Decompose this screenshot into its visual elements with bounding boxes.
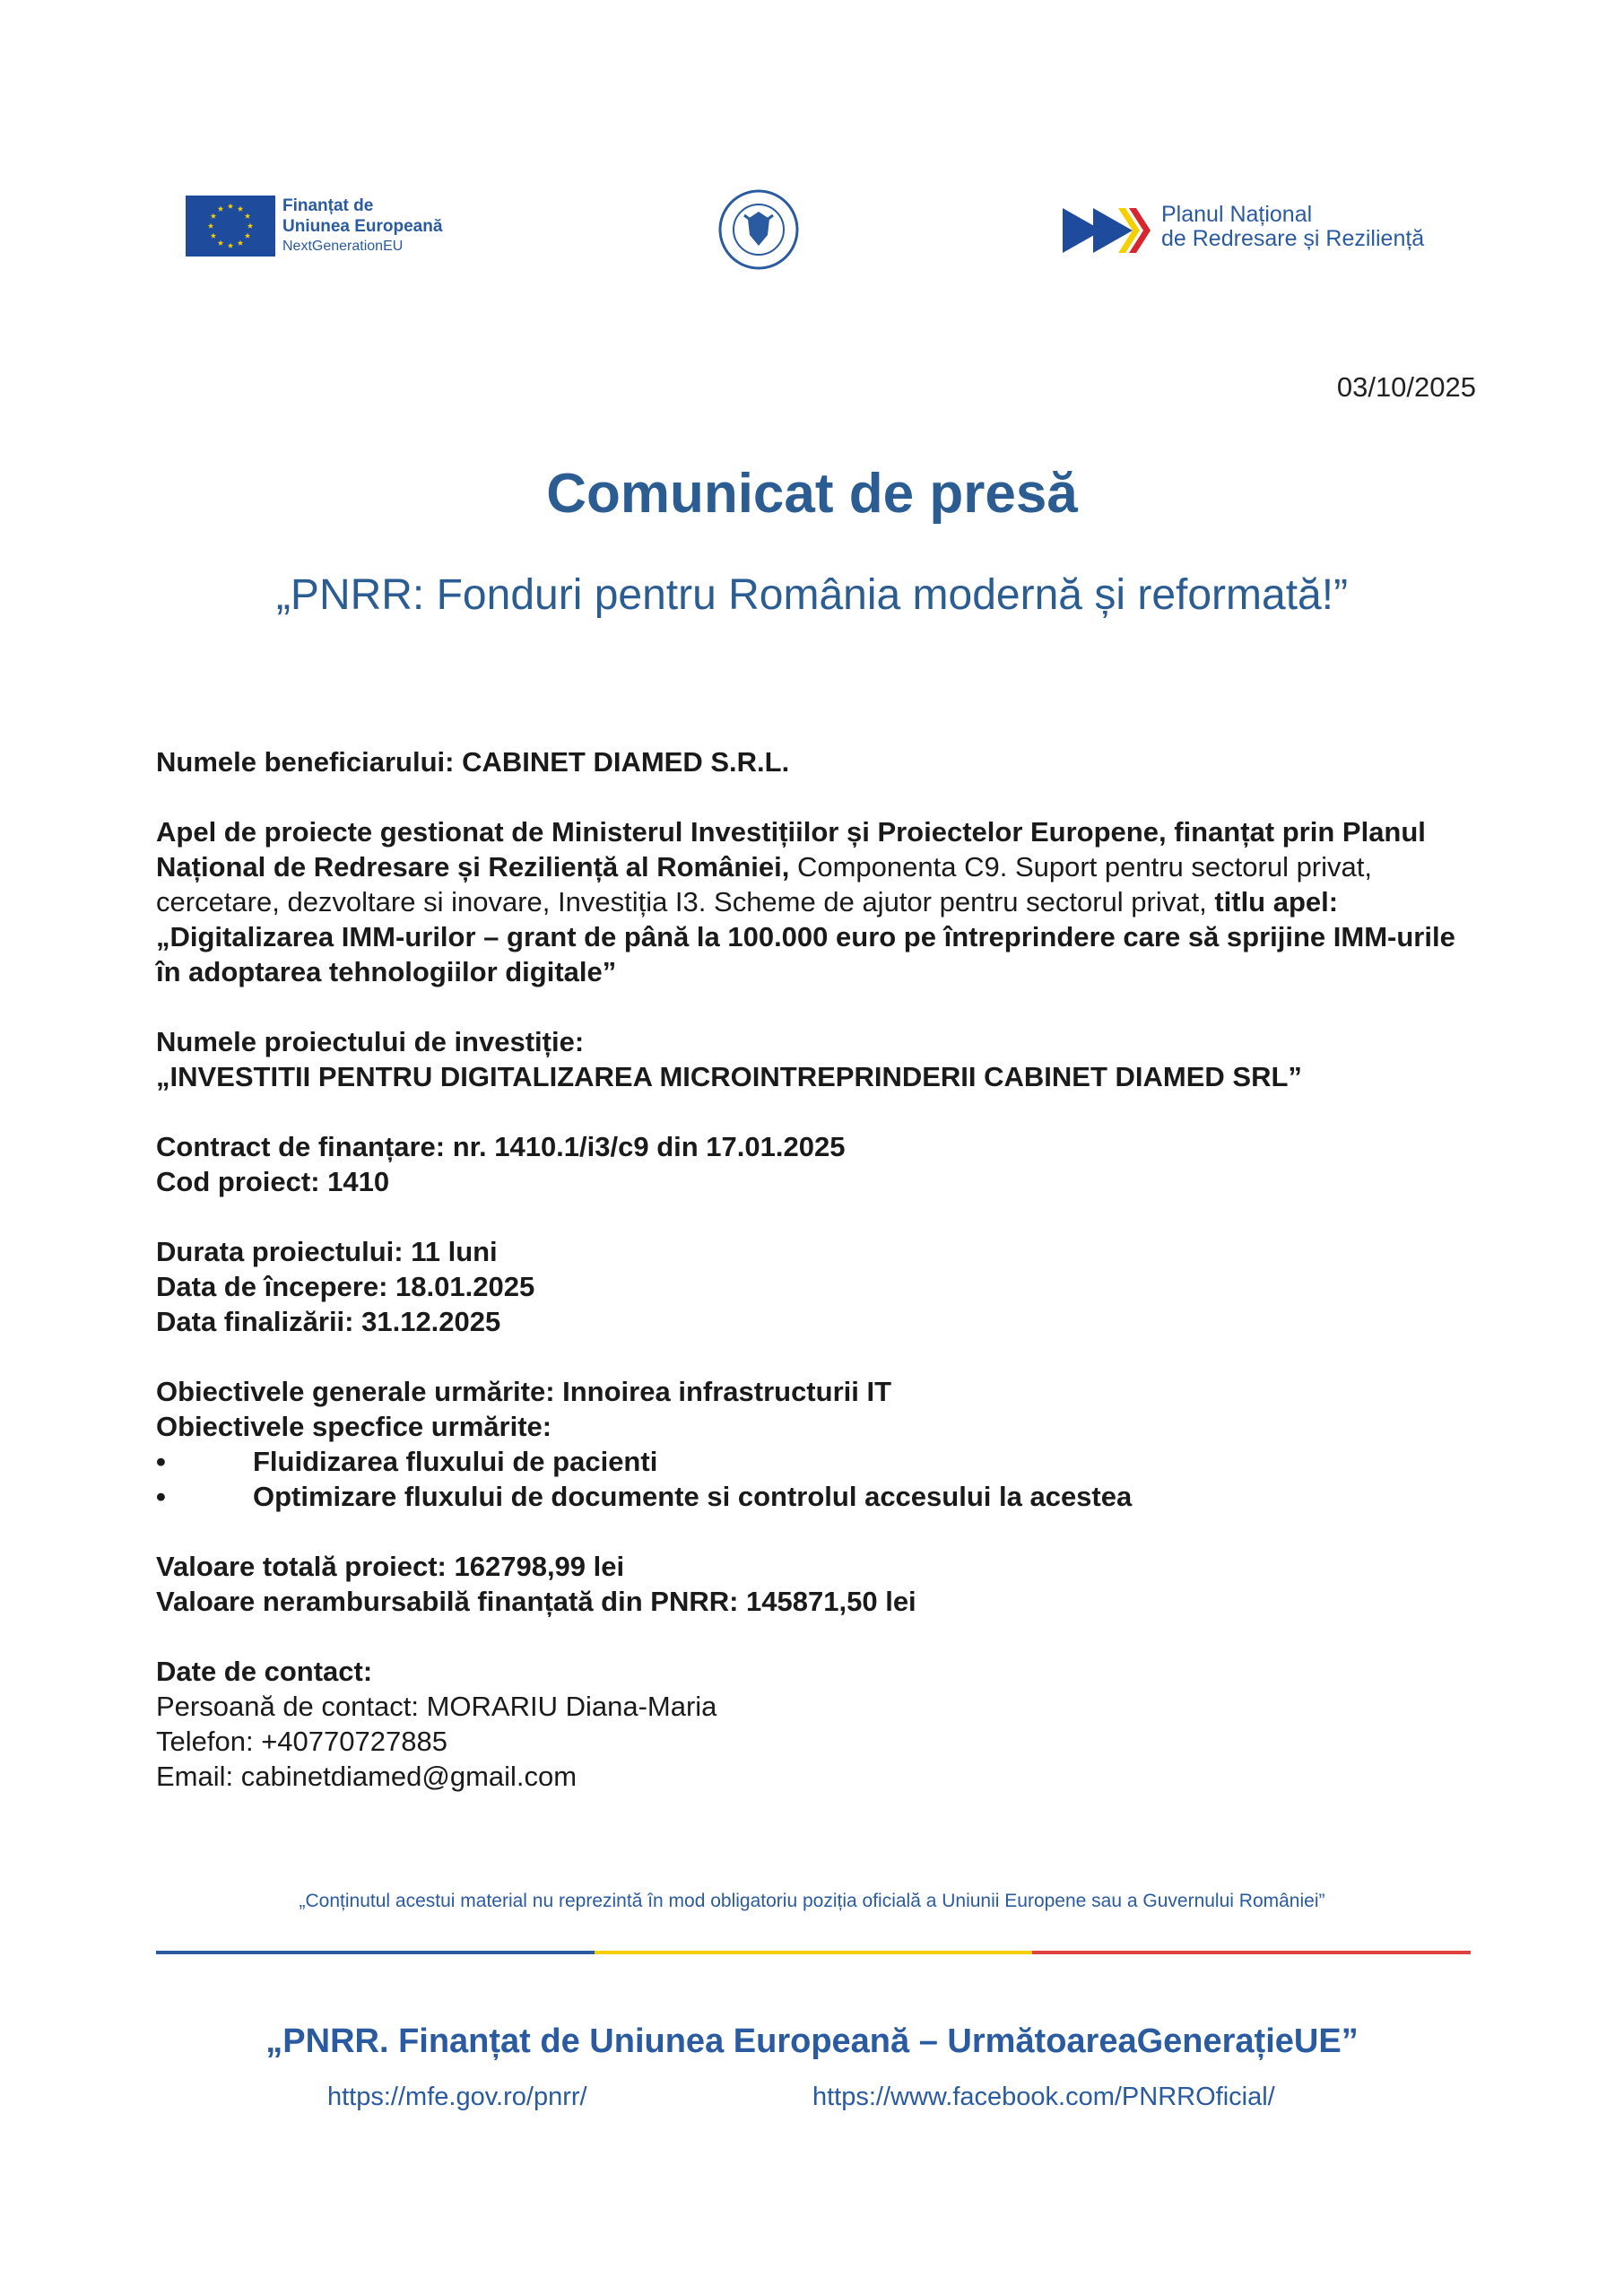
project-name-label: Numele proiectului de investiție: (156, 1026, 585, 1057)
mfe-pnrr-link[interactable]: https://mfe.gov.ro/pnrr/ (327, 2083, 587, 2111)
pnrr-arrows-icon (1063, 204, 1152, 257)
eu-logo-line1: Finanțat de (282, 196, 374, 215)
general-objectives-line: Obiectivele generale urmărite: Innoirea infrastructurii IT (156, 1376, 892, 1407)
duration-line: Durata proiectului: 11 luni (156, 1236, 498, 1267)
divider-segment-red (1032, 1951, 1471, 1954)
list-item (156, 1444, 1483, 1479)
bullet-icon: • (156, 1481, 166, 1512)
divider-segment-yellow (595, 1951, 1033, 1954)
eu-logo-line2: Uniunea Europeană (282, 217, 443, 236)
non-refundable-value-line: Valoare nerambursabilă finanțată din PNRR: 145871,50 lei (156, 1586, 916, 1617)
eu-flag-icon (186, 196, 275, 257)
contract-line: Contract de finanțare: nr. 1410.1/i3/c9 din 17.01.2025 (156, 1131, 846, 1162)
eu-star-icon (218, 206, 223, 212)
objective-item: Optimizare fluxului de documente si controlul accesului la acestea (253, 1481, 1133, 1512)
tricolor-divider (156, 1951, 1471, 1954)
eu-star-icon (211, 213, 216, 219)
eu-star-icon (238, 240, 243, 246)
pnrr-logo (1063, 199, 1457, 262)
document-date: 03/10/2025 (1336, 371, 1476, 403)
beneficiary-line: Numele beneficiarului: CABINET DIAMED S.R.L. (156, 746, 790, 778)
press-release-body (156, 744, 1483, 1794)
eu-funding-logo (186, 196, 491, 262)
disclaimer-text: „Conținutul acestui material nu reprezintă în mod obligatoriu poziția oficială a Uniunii Europene sau a Guvernului României” (299, 1891, 1325, 1911)
eu-star-icon (238, 206, 243, 212)
specific-objectives-label: Obiectivele specfice urmărite: (156, 1411, 552, 1442)
total-value-line: Valoare totală proiect: 162798,99 lei (156, 1551, 625, 1582)
contact-phone-line: Telefon: +40770727885 (156, 1726, 447, 1757)
page-title: Comunicat de presă (546, 463, 1078, 525)
project-code-line: Cod proiect: 1410 (156, 1166, 390, 1197)
eu-star-icon (245, 233, 250, 239)
pnrr-logo-line1: Planul Național (1161, 202, 1313, 227)
objective-item: Fluidizarea fluxului de pacienti (253, 1446, 658, 1477)
call-component: Componenta C9. Suport pentru sectorul privat, cercetare, dezvoltare si inovare, Investiția I3. Scheme de ajutor pentru sectorul privat, (156, 851, 1372, 918)
call-intro: Apel de proiecte gestionat de Ministerul Investițiilor și Proiectelor Europene, finanțat prin Planul Național de Redresare și Reziliență al României, (156, 816, 1426, 883)
end-date-line: Data finalizării: 31.12.2025 (156, 1306, 501, 1337)
pnrr-logo-text (1161, 203, 1424, 251)
pnrr-logo-line2: de Redresare și Reziliență (1161, 226, 1425, 251)
bullet-icon: • (156, 1446, 166, 1477)
page-subtitle: „PNRR: Fonduri pentru România modernă și reformată!” (275, 571, 1349, 619)
list-item (156, 1479, 1483, 1514)
facebook-pnrr-link[interactable]: https://www.facebook.com/PNRROficial/ (812, 2083, 1275, 2111)
eu-star-icon (208, 223, 213, 229)
eu-star-icon (248, 223, 253, 229)
contact-person-line: Persoană de contact: MORARIU Diana-Maria (156, 1691, 717, 1722)
call-title: titlu apel: „Digitalizarea IMM-urilor – grant de până la 100.000 euro pe întreprindere care să sprijine IMM-urile în adoptarea tehnologiilor digitale” (156, 886, 1455, 987)
call-paragraph (156, 814, 1483, 989)
divider-segment-blue (156, 1951, 595, 1954)
project-name-value: „INVESTITII PENTRU DIGITALIZAREA MICROINTREPRINDERII CABINET DIAMED SRL” (156, 1061, 1302, 1092)
eu-logo-line3: NextGenerationEU (282, 239, 404, 254)
start-date-line: Data de începere: 18.01.2025 (156, 1271, 535, 1302)
eu-star-icon (211, 233, 216, 239)
contact-label: Date de contact: (156, 1656, 373, 1687)
romanian-government-seal-icon (717, 188, 800, 271)
contact-email-line: Email: cabinetdiamed@gmail.com (156, 1761, 578, 1792)
eu-star-icon (228, 204, 233, 209)
footer-slogan: „PNRR. Finanțat de Uniunea Europeană – UrmătoareaGenerațieUE” (265, 2022, 1359, 2060)
eu-star-icon (228, 243, 233, 248)
eu-logo-text (282, 196, 442, 257)
eu-star-icon (245, 213, 250, 219)
eu-stars-icon (186, 196, 275, 257)
eu-star-icon (218, 240, 223, 246)
